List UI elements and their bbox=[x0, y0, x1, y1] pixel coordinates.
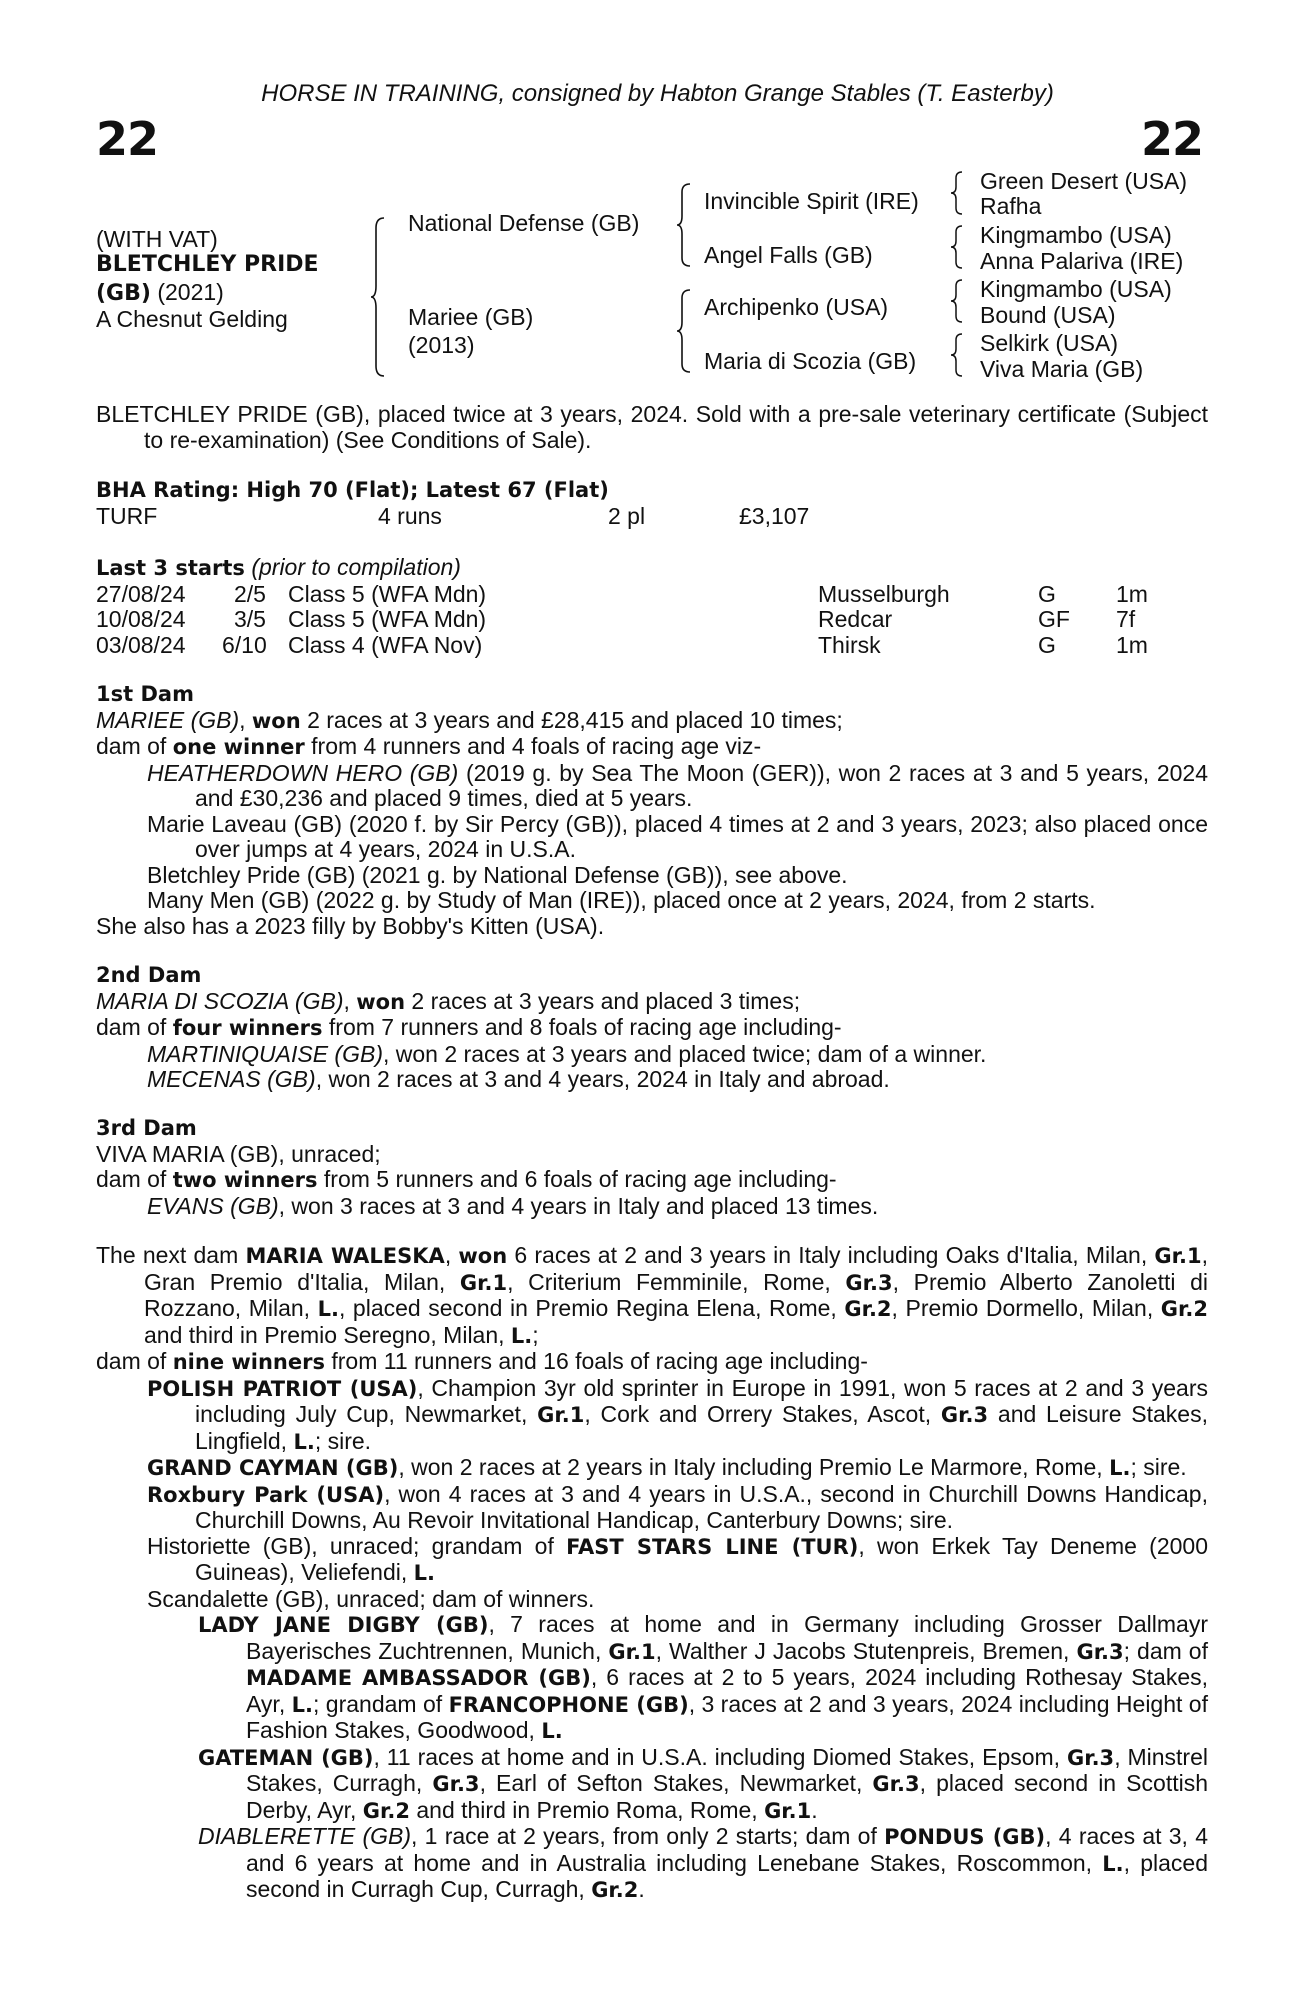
next-dam-name: MARIA WALESKA bbox=[245, 1244, 445, 1268]
sire-dam: Angel Falls (GB) bbox=[704, 242, 873, 268]
start-distance: 1m bbox=[1116, 631, 1148, 658]
produce-entry: Scandalette (GB), unraced; dam of winners. bbox=[147, 1585, 595, 1612]
horse-name-suffix: (GB) (2021) bbox=[96, 279, 224, 306]
start-race: Class 5 (WFA Mdn) bbox=[288, 580, 487, 607]
sdd: Anna Palariva (IRE) bbox=[980, 248, 1184, 274]
produce-entry: Marie Laveau (GB) (2020 f. by Sir Percy (GB)), placed 4 times at 2 and 3 years, 2023; also placed once over jumps at 4 years, 2024 in U.S.A. bbox=[147, 810, 1208, 862]
second-dam-heading: 2nd Dam bbox=[96, 963, 202, 987]
third-dam-name: VIVA MARIA (GB), unraced; bbox=[96, 1140, 381, 1167]
produce-count: nine winners bbox=[172, 1350, 325, 1374]
start-row bbox=[96, 633, 1208, 659]
produce-count: one winner bbox=[172, 735, 305, 759]
start-position: 2/5 bbox=[234, 580, 266, 607]
start-race: Class 5 (WFA Mdn) bbox=[288, 606, 487, 632]
dam-year: (2013) bbox=[408, 332, 475, 358]
pedigree-table bbox=[96, 170, 1226, 390]
placed: 2 pl bbox=[608, 502, 646, 529]
third-dam-heading: 3rd Dam bbox=[96, 1116, 197, 1140]
pedigree-brace-ds bbox=[950, 278, 966, 324]
produce-entry: Historiette (GB), unraced; grandam of FAST STARS LINE (TUR), won Erkek Tay Deneme (2000 Guineas), Veliefendi, L. bbox=[147, 1532, 1208, 1585]
last-starts-heading: Last 3 starts bbox=[96, 556, 245, 580]
produce-entry bbox=[96, 1194, 1208, 1220]
vat-note: (WITH VAT) bbox=[96, 226, 218, 252]
produce-entry bbox=[96, 1067, 1208, 1093]
ssd: Rafha bbox=[980, 193, 1042, 219]
second-dam-name: MARIA DI SCOZIA (GB) bbox=[96, 987, 344, 1014]
pedigree-brace-sd bbox=[950, 224, 966, 270]
start-course: Thirsk bbox=[818, 631, 881, 658]
sds: Kingmambo (USA) bbox=[980, 222, 1172, 248]
first-dam-heading: 1st Dam bbox=[96, 682, 194, 706]
summary-text: BLETCHLEY PRIDE (GB), placed twice at 3 years, 2024. Sold with a pre-sale veterinary certificate (Subject to re-examination) (See Conditions of Sale). bbox=[96, 401, 1208, 453]
first-dam-block: 1st Dam MARIEE (GB), won 2 races at 3 years and £28,415 and placed 10 times; dam of one winner from 4 runners and 4 foals of racing age viz- HEATHERDOWN HERO (GB) (2019 g. by Sea The Moon (GER)), won 2 races at 3 and 5 years, 2024 and £30,236 and placed 9 times, died at 5 years. Marie Laveau (GB) (2020 f. by Sir Percy (GB)), placed 4 times at 2 and 3 years, 2023; also placed once over jumps at 4 years, 2024 in U.S.A. Bletchley Pride (GB) (2021 g. by National Defense (GB)), see above. Many Men (GB) (2022 g. by Study of Man (IRE)), placed once at 2 years, 2024, from 2 starts. She also has a 2023 filly by Bobby's Kitten (USA). bbox=[96, 682, 1208, 939]
produce-entry: Many Men (GB) (2022 g. by Study of Man (IRE)), placed once at 2 years, 2024, from 2 starts. bbox=[147, 887, 1096, 913]
dds: Selkirk (USA) bbox=[980, 330, 1119, 356]
produce-text: , won 2 races at 3 and 4 years, 2024 in Italy and abroad. bbox=[315, 1066, 890, 1092]
produce-entry: GATEMAN (GB), 11 races at home and in U.S.A. including Diomed Stakes, Epsom, Gr.3, Minstrel Stakes, Curragh, Gr.3, Earl of Sefton Stakes, Newmarket, Gr.3, placed second in Scottish Derby, Ayr, Gr.2 and third in Premio Roma, Rome, Gr.1. bbox=[198, 1743, 1208, 1823]
produce-entry bbox=[96, 761, 1208, 812]
pedigree-brace-dam bbox=[676, 288, 696, 374]
start-position: 6/10 bbox=[222, 631, 267, 658]
rating-heading: BHA Rating: High 70 (Flat); Latest 67 (Flat) bbox=[96, 478, 609, 502]
rating-block bbox=[96, 478, 1208, 529]
start-going: G bbox=[1038, 580, 1056, 607]
won-label: won bbox=[251, 708, 301, 733]
third-dam-block bbox=[96, 1116, 1208, 1219]
page-header-title: HORSE IN TRAINING, consigned by Habton Grange Stables (T. Easterby) bbox=[261, 80, 1054, 107]
produce-count: two winners bbox=[172, 1168, 318, 1192]
last-starts-note: (prior to compilation) bbox=[251, 554, 461, 580]
start-date: 10/08/24 bbox=[96, 606, 186, 632]
dam: Mariee (GB) bbox=[408, 304, 534, 330]
produce-text: , won 2 races at 3 years and placed twice; dam of a winner. bbox=[383, 1040, 987, 1067]
produce-prefix: dam of bbox=[96, 1166, 173, 1192]
produce-name: MARTINIQUAISE (GB) bbox=[147, 1040, 383, 1067]
dsd: Bound (USA) bbox=[980, 302, 1116, 328]
lot-number-right: 22 bbox=[1140, 112, 1203, 166]
second-dam-record: 2 races at 3 years and placed 3 times; bbox=[405, 987, 801, 1014]
start-going: GF bbox=[1038, 606, 1070, 632]
produce-text: (2019 g. by Sea The Moon (GER)), won 2 races at 3 and 5 years, 2024 and £30,236 and placed 9 times, died at 5 years. bbox=[195, 759, 1208, 811]
produce-name: EVANS (GB) bbox=[147, 1192, 279, 1219]
produce-suffix: from 5 runners and 6 foals of racing age including- bbox=[317, 1166, 837, 1192]
first-dam-name: MARIEE (GB) bbox=[96, 706, 240, 733]
next-dam-entry: The next dam MARIA WALESKA, won 6 races at 2 and 3 years in Italy including Oaks d'Italia, Milan, Gr.1, Gran Premio d'Italia, Milan, Gr.1, Criterium Femminile, Rome, Gr.3, Premio Alberto Zanoletti di Rozzano, Milan, L., placed second in Premio Regina Elena, Rome, Gr.2, Premio Dormello, Milan, Gr.2 and third in Premio Seregno, Milan, L.; bbox=[96, 1242, 1209, 1348]
start-going: G bbox=[1038, 631, 1056, 658]
produce-prefix: dam of bbox=[96, 1014, 173, 1040]
pedigree-brace-main bbox=[370, 216, 390, 378]
produce-count: four winners bbox=[172, 1016, 323, 1040]
pedigree-brace-dd bbox=[950, 332, 966, 378]
first-dam-also: She also has a 2023 filly by Bobby's Kitten (USA). bbox=[96, 912, 605, 939]
earnings: £3,107 bbox=[739, 502, 810, 529]
runs: 4 runs bbox=[378, 502, 442, 529]
produce-prefix: dam of bbox=[96, 733, 173, 759]
start-position: 3/5 bbox=[234, 606, 266, 632]
dam-sire: Archipenko (USA) bbox=[704, 294, 889, 320]
ddd: Viva Maria (GB) bbox=[980, 356, 1144, 382]
start-race: Class 4 (WFA Nov) bbox=[288, 631, 483, 658]
sire: National Defense (GB) bbox=[408, 210, 640, 236]
sire-sire: Invincible Spirit (IRE) bbox=[704, 188, 919, 214]
won-label: won bbox=[356, 989, 406, 1014]
turf-record-row bbox=[96, 504, 1208, 530]
produce-name: HEATHERDOWN HERO (GB) bbox=[147, 759, 459, 786]
start-row bbox=[96, 607, 1208, 633]
start-row bbox=[96, 582, 1208, 608]
start-course: Musselburgh bbox=[818, 580, 950, 607]
pedigree-brace-sire bbox=[676, 182, 696, 268]
horse-description: A Chesnut Gelding bbox=[96, 306, 288, 332]
start-distance: 1m bbox=[1116, 580, 1148, 607]
produce-entry: GRAND CAYMAN (GB), won 2 races at 2 years in Italy including Premio Le Marmore, Rome, L.; sire. bbox=[147, 1454, 1187, 1480]
last-starts-block bbox=[96, 555, 1208, 658]
produce-entry: LADY JANE DIGBY (GB), 7 races at home and in Germany including Grosser Dallmayr Bayerisches Zuchtrennen, Munich, Gr.1, Walther J Jacobs Stutenpreis, Bremen, Gr.3; dam of MADAME AMBASSADOR (GB), 6 races at 2 to 5 years, 2024 including Rothesay Stakes, Ayr, L.; grandam of FRANCOPHONE (GB), 3 races at 2 and 3 years, 2024 including Height of Fashion Stakes, Goodwood, L. bbox=[198, 1611, 1208, 1743]
start-distance: 7f bbox=[1116, 606, 1136, 632]
start-course: Redcar bbox=[818, 606, 893, 632]
produce-entry: DIABLERETTE (GB), 1 race at 2 years, from only 2 starts; dam of PONDUS (GB), 4 races at 3, 4 and 6 years at home and in Australia including Lenebane Stakes, Roscommon, L., placed second in Curragh Cup, Curragh, Gr.2. bbox=[198, 1823, 1209, 1902]
produce-suffix: from 4 runners and 4 foals of racing age viz- bbox=[304, 733, 762, 759]
surface: TURF bbox=[96, 502, 158, 529]
dss: Kingmambo (USA) bbox=[980, 276, 1172, 302]
sss: Green Desert (USA) bbox=[980, 168, 1188, 194]
next-dam-block: The next dam MARIA WALESKA, won 6 races at 2 and 3 years in Italy including Oaks d'Italia, Milan, Gr.1, Gran Premio d'Italia, Milan, Gr.1, Criterium Femminile, Rome, Gr.3, Premio Alberto Zanoletti di Rozzano, Milan, L., placed second in Premio Regina Elena, Rome, Gr.2, Premio Dormello, Milan, Gr.2 and third in Premio Seregno, Milan, L.; dam of nine winners from 11 runners and 16 foals of racing age including- POLISH PATRIOT (USA), Champion 3yr old sprinter in Europe in 1991, won 5 races at 2 and 3 years including July Cup, Newmarket, Gr.1, Cork and Orrery Stakes, Ascot, Gr.3 and Leisure Stakes, Lingfield, L.; sire. GRAND CAYMAN (GB), won 2 races at 2 years in Italy including Premio Le Marmore, Rome, L.; sire. Roxbury Park (USA), won 4 races at 3 and 4 years in U.S.A., second in Churchill Downs Handicap, Churchill Downs, Au Revoir Invitational Handicap, Canterbury Downs; sire. Historiette (GB), unraced; grandam of FAST STARS LINE (TUR), won Erkek Tay Deneme (2000 Guineas), Veliefendi, L. Scandalette (GB), unraced; dam of winners. LADY JANE DIGBY (GB), 7 races at home and in Germany including Grosser Dallmayr Bayerisches Zuchtrennen, Munich, Gr.1, Walther J Jacobs Stutenpreis, Bremen, Gr.3; dam of MADAME AMBASSADOR (GB), 6 races at 2 to 5 years, 2024 including Rothesay Stakes, Ayr, L.; grandam of FRANCOPHONE (GB), 3 races at 2 and 3 years, 2024 including Height of Fashion Stakes, Goodwood, L. GATEMAN (GB), 11 races at home and in U.S.A. including Diomed Stakes, Epsom, Gr.3, Minstrel Stakes, Curragh, Gr.3, Earl of Sefton Stakes, Newmarket, Gr.3, placed second in Scottish Derby, Ayr, Gr.2 and third in Premio Roma, Rome, Gr.1. DIABLERETTE (GB), 1 race at 2 years, from only 2 starts; dam of PONDUS (GB), 4 races at 3, 4 and 6 years at home and in Australia including Lenebane Stakes, Roscommon, L., placed second in Curragh Cup, Curragh, Gr.2. bbox=[96, 1242, 1209, 1902]
produce-entry: Roxbury Park (USA), won 4 races at 3 and 4 years in U.S.A., second in Churchill Downs Handicap, Churchill Downs, Au Revoir Invitational Handicap, Canterbury Downs; sire. bbox=[147, 1480, 1208, 1533]
first-dam-record: 2 races at 3 years and £28,415 and placed 10 times; bbox=[300, 706, 843, 733]
summary-block bbox=[96, 402, 1208, 453]
dam-dam: Maria di Scozia (GB) bbox=[704, 348, 917, 374]
produce-name: MECENAS (GB) bbox=[147, 1066, 316, 1092]
start-date: 27/08/24 bbox=[96, 580, 186, 607]
produce-entry: Bletchley Pride (GB) (2021 g. by National Defense (GB)), see above. bbox=[147, 861, 848, 888]
produce-entry bbox=[96, 1042, 1208, 1068]
produce-suffix: from 7 runners and 8 foals of racing age including- bbox=[322, 1014, 842, 1040]
second-dam-block: 2nd Dam MARIA DI SCOZIA (GB), won 2 races at 3 years and placed 3 times; dam of four winners from 7 runners and 8 foals of racing age including- MARTINIQUAISE (GB), won 2 races at 3 years and placed twice; dam of a winner. MECENAS (GB), won 2 races at 3 and 4 years, 2024 in Italy and abroad. bbox=[96, 963, 1208, 1093]
lot-number-left: 22 bbox=[96, 112, 159, 166]
horse-name: BLETCHLEY PRIDE bbox=[96, 252, 319, 277]
produce-text: , won 3 races at 3 and 4 years in Italy and placed 13 times. bbox=[278, 1192, 879, 1219]
pedigree-brace-ss bbox=[950, 170, 966, 216]
start-date: 03/08/24 bbox=[96, 631, 186, 658]
produce-entry: POLISH PATRIOT (USA), Champion 3yr old sprinter in Europe in 1991, won 5 races at 2 and 3 years including July Cup, Newmarket, Gr.1, Cork and Orrery Stakes, Ascot, Gr.3 and Leisure Stakes, Lingfield, L.; sire. bbox=[147, 1374, 1208, 1454]
